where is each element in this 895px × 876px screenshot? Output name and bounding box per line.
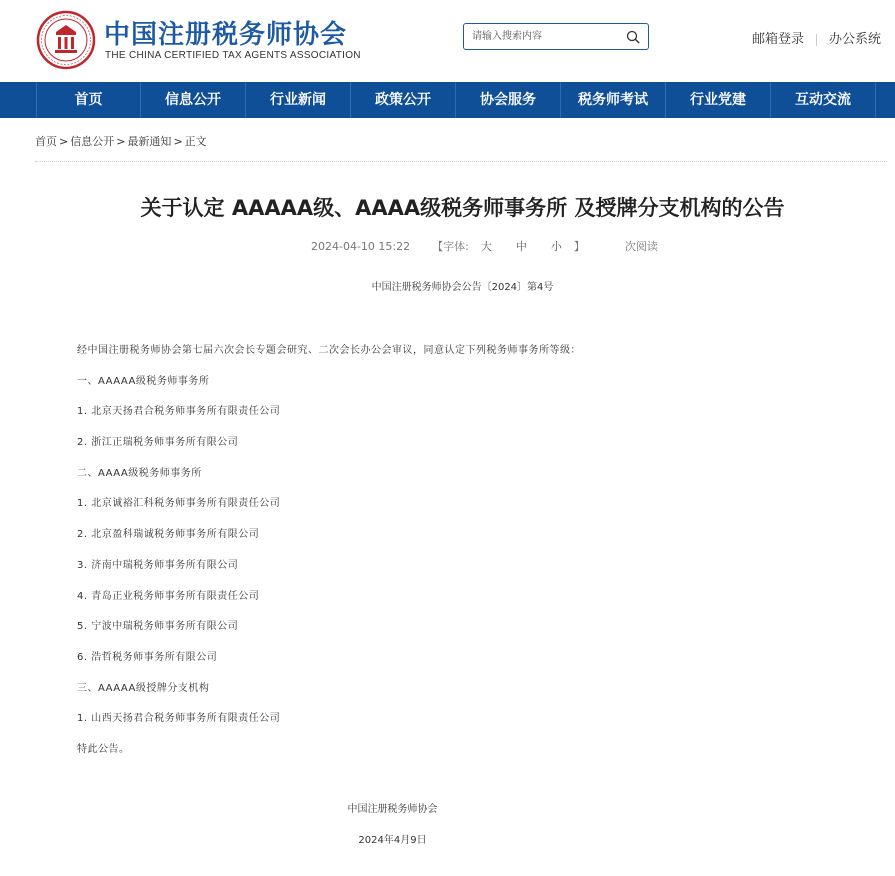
nav-item-industry-news[interactable]: 行业新闻	[246, 82, 351, 118]
breadcrumb-home[interactable]: 首页	[35, 135, 57, 148]
font-size-large[interactable]: 大	[480, 240, 492, 253]
nav-item-interaction[interactable]: 互动交流	[771, 82, 876, 118]
nav-item-exam[interactable]: 税务师考试	[561, 82, 666, 118]
publish-datetime: 2024-04-10 15:22	[311, 240, 411, 253]
document-number: 中国注册税务师协会公告〔2024〕第4号	[371, 282, 554, 293]
breadcrumb	[35, 133, 207, 149]
sign-date: 2024年4月9日	[358, 835, 427, 846]
article-title: 关于认定 AAAAA级、AAAA级税务师事务所 及授牌分支机构的公告	[140, 196, 785, 220]
section-heading: 三、AAAAA级授牌分支机构	[77, 683, 210, 694]
nav-item-services[interactable]: 协会服务	[456, 82, 561, 118]
section-heading: 二、AAAA级税务师事务所	[77, 468, 202, 479]
search-box	[463, 23, 649, 50]
breadcrumb-info-disclosure[interactable]: 信息公开	[70, 135, 115, 148]
body-intro: 经中国注册税务师协会第七届六次会长专题会研究、二次会长办公会审议，同意认定下列税务师事务所等级：	[77, 345, 581, 356]
nav-item-party-building[interactable]: 行业党建	[666, 82, 771, 118]
breadcrumb-latest-notices[interactable]: 最新通知	[127, 135, 172, 148]
list-item: 1. 北京诚裕汇科税务师事务所有限责任公司	[77, 498, 281, 509]
search-icon[interactable]	[626, 30, 640, 44]
breadcrumb-divider	[35, 161, 887, 162]
list-item: 2. 浙江正瑞税务师事务所有限公司	[77, 437, 239, 448]
top-links	[752, 28, 881, 47]
read-count: 次阅读	[624, 240, 658, 253]
font-size-label: 【字体:	[432, 240, 469, 253]
list-item: 5. 宁波中瑞税务师事务所有限公司	[77, 621, 239, 632]
list-item: 1. 北京天扬君合税务师事务所有限责任公司	[77, 406, 281, 417]
top-links-divider	[816, 34, 817, 46]
article-meta	[311, 238, 658, 254]
list-item: 3. 济南中瑞税务师事务所有限公司	[77, 560, 239, 571]
signature: 中国注册税务师协会	[347, 804, 438, 815]
closing-line: 特此公告。	[77, 744, 130, 755]
list-item: 6. 浩哲税务师事务所有限公司	[77, 652, 218, 663]
site-header	[0, 0, 895, 82]
brand-name-en: THE CHINA CERTIFIED TAX AGENTS ASSOCIATION	[105, 50, 361, 61]
breadcrumb-current: 正文	[184, 135, 207, 148]
list-item: 1. 山西天扬君合税务师事务所有限责任公司	[77, 713, 281, 724]
breadcrumb-separator: >	[116, 135, 126, 148]
nav-item-home[interactable]: 首页	[36, 82, 141, 118]
font-size-medium[interactable]: 中	[515, 240, 527, 253]
breadcrumb-separator: >	[173, 135, 183, 148]
search-input[interactable]	[472, 27, 622, 46]
mail-login-link[interactable]: 邮箱登录	[752, 32, 805, 47]
list-item: 4. 青岛正业税务师事务所有限责任公司	[77, 591, 260, 602]
nav-item-policy[interactable]: 政策公开	[351, 82, 456, 118]
font-size-close: 】	[573, 240, 585, 253]
section-heading: 一、AAAAA级税务师事务所	[77, 376, 210, 387]
main-nav	[0, 82, 895, 118]
list-item: 2. 北京盈科瑞诚税务师事务所有限公司	[77, 529, 260, 540]
brand-name-cn[interactable]: 中国注册税务师协会	[104, 20, 348, 50]
association-seal-logo[interactable]	[36, 10, 96, 70]
nav-item-info-disclosure[interactable]: 信息公开	[141, 82, 246, 118]
office-system-link[interactable]: 办公系统	[829, 32, 882, 47]
font-size-small[interactable]: 小	[550, 240, 562, 253]
breadcrumb-separator: >	[59, 135, 69, 148]
